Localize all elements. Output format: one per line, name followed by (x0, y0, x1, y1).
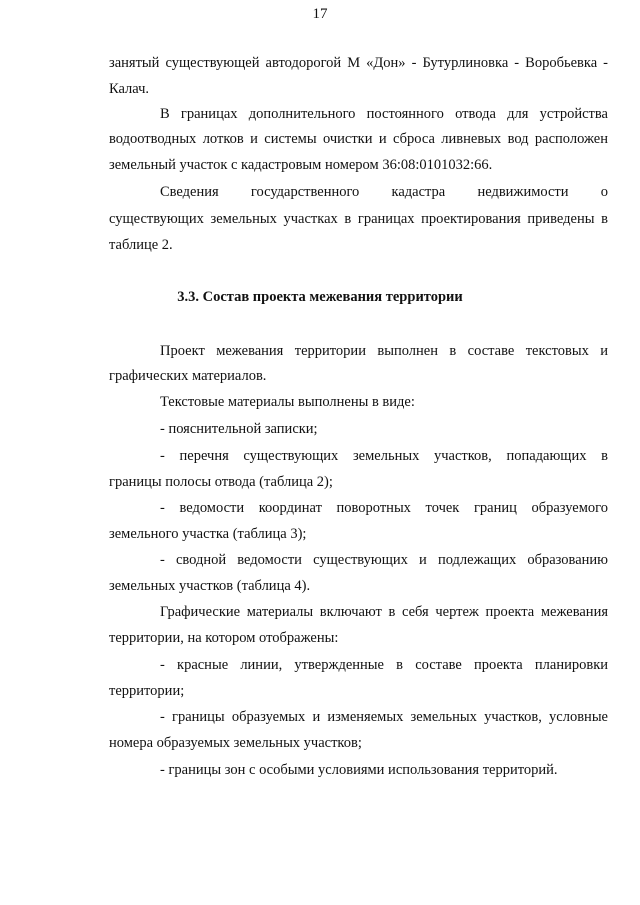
list-item: - границы образуемых и изменяемых земельных участков, условные (160, 709, 608, 725)
text-line: Калач. (109, 81, 150, 97)
text-line: земельный участок с кадастровым номером 36:08:0101032:66. (109, 157, 493, 173)
list-item: - перечня существующих земельных участков, попадающих в (160, 448, 608, 464)
list-item: - пояснительной записки; (160, 421, 318, 437)
text-line: водоотводных лотков и системы очистки и сброса ливневых вод расположен (109, 131, 608, 147)
page-number: 17 (312, 6, 328, 22)
list-item: - сводной ведомости существующих и подлежащих образованию (160, 552, 608, 568)
section-heading: 3.3. Состав проекта межевания территории (177, 289, 463, 305)
text-line: Графические материалы включают в себя чертеж проекта межевания (160, 604, 608, 620)
text-line: номера образуемых земельных участков; (109, 735, 362, 751)
text-line: занятый существующей автодорогой М «Дон» - Бутурлиновка - Воробьевка - (109, 55, 608, 71)
list-item: - красные линии, утвержденные в составе проекта планировки (160, 657, 608, 673)
text-line: Текстовые материалы выполнены в виде: (160, 394, 415, 410)
list-item: - ведомости координат поворотных точек границ образуемого (160, 500, 608, 516)
text-line: В границах дополнительного постоянного отвода для устройства (160, 106, 608, 122)
text-line: территории; (109, 683, 185, 699)
text-line: земельных участков (таблица 4). (109, 578, 311, 594)
text-line: Сведения государственного кадастра недвижимости о (160, 184, 608, 200)
text-line: существующих земельных участках в границах проектирования приведены в (109, 211, 608, 227)
text-line: земельного участка (таблица 3); (109, 526, 307, 542)
text-line: Проект межевания территории выполнен в составе текстовых и (160, 343, 608, 359)
text-line: территории, на котором отображены: (109, 630, 339, 646)
text-line: графических материалов. (109, 368, 267, 384)
text-line: таблице 2. (109, 237, 173, 253)
text-line: границы полосы отвода (таблица 2); (109, 474, 333, 490)
list-item: - границы зон с особыми условиями использования территорий. (160, 762, 558, 778)
